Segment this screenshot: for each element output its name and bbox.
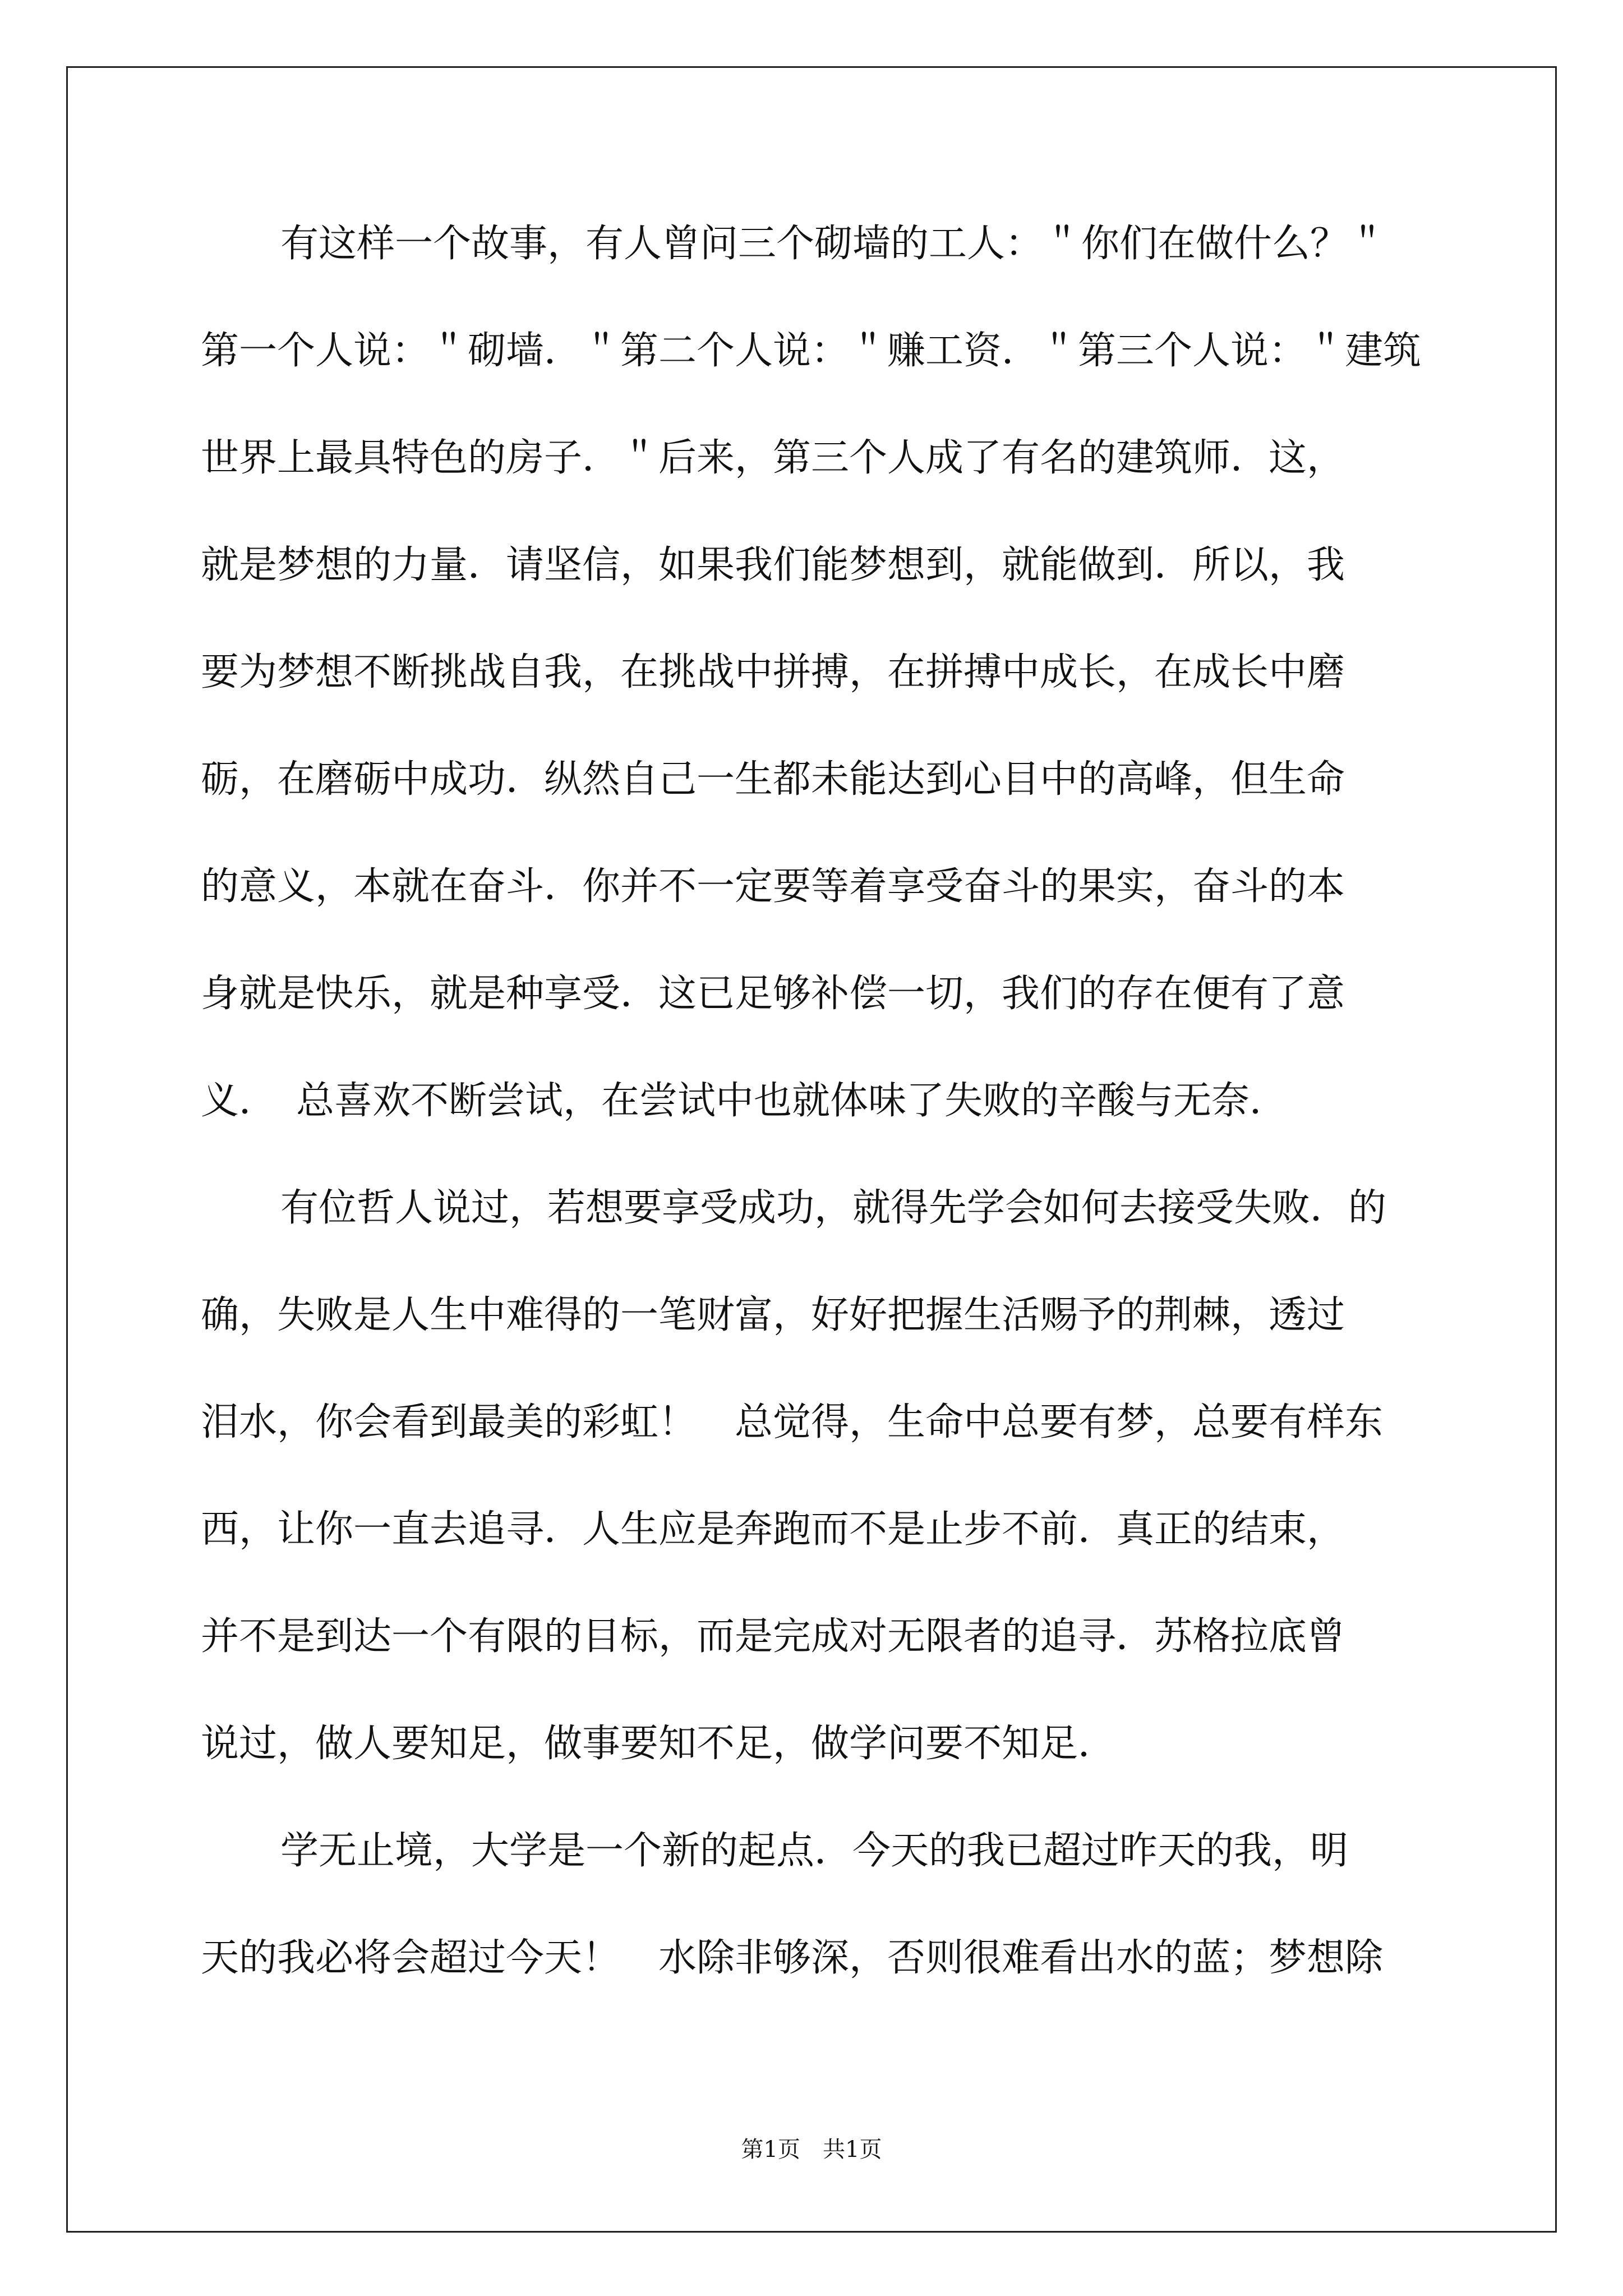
text-line: 的意义，本就在奋斗．你并不一定要等着享受奋斗的果实，奋斗的本	[201, 864, 1345, 909]
text-line: 有这样一个故事，有人曾问三个砌墙的工人：＂你们在做什么？＂	[280, 222, 1387, 266]
text-line: 确，失败是人生中难得的一笔财富，好好把握生活赐予的荆棘，透过	[201, 1293, 1345, 1337]
page-border	[66, 66, 1557, 2233]
text-line: 砺，在磨砺中成功．纵然自己一生都未能达到心目中的高峰，但生命	[201, 757, 1345, 802]
text-line: 说过，做人要知足，做事要知不足，做学问要不知足．	[201, 1722, 1117, 1766]
text-line: 世界上最具特色的房子．＂后来，第三个人成了有名的建筑师．这，	[201, 436, 1345, 480]
text-line: 第一个人说：＂砌墙．＂第二个人说：＂赚工资．＂第三个人说：＂建筑	[201, 329, 1422, 373]
page-footer: 第1页 共1页	[741, 2137, 882, 2162]
text-line: 西，让你一直去追寻．人生应是奔跑而不是止步不前．真正的结束，	[201, 1507, 1345, 1552]
text-line: 天的我必将会超过今天！ 水除非够深，否则很难看出水的蓝；梦想除	[201, 1936, 1384, 1980]
text-line: 义． 总喜欢不断尝试，在尝试中也就体味了失败的辛酸与无奈．	[201, 1079, 1288, 1123]
text-line: 并不是到达一个有限的目标，而是完成对无限者的追寻．苏格拉底曾	[201, 1614, 1345, 1659]
text-line: 要为梦想不断挑战自我，在挑战中拼搏，在拼搏中成长，在成长中磨	[201, 650, 1345, 694]
text-line: 就是梦想的力量．请坚信，如果我们能梦想到，就能做到．所以，我	[201, 543, 1345, 587]
text-line: 学无止境，大学是一个新的起点．今天的我已超过昨天的我，明	[280, 1829, 1349, 1873]
text-line: 泪水，你会看到最美的彩虹！ 总觉得，生命中总要有梦，总要有样东	[201, 1400, 1384, 1444]
text-line: 有位哲人说过，若想要享受成功，就得先学会如何去接受失败．的	[280, 1186, 1387, 1230]
text-line: 身就是快乐，就是种享受．这已足够补偿一切，我们的存在便有了意	[201, 972, 1345, 1016]
